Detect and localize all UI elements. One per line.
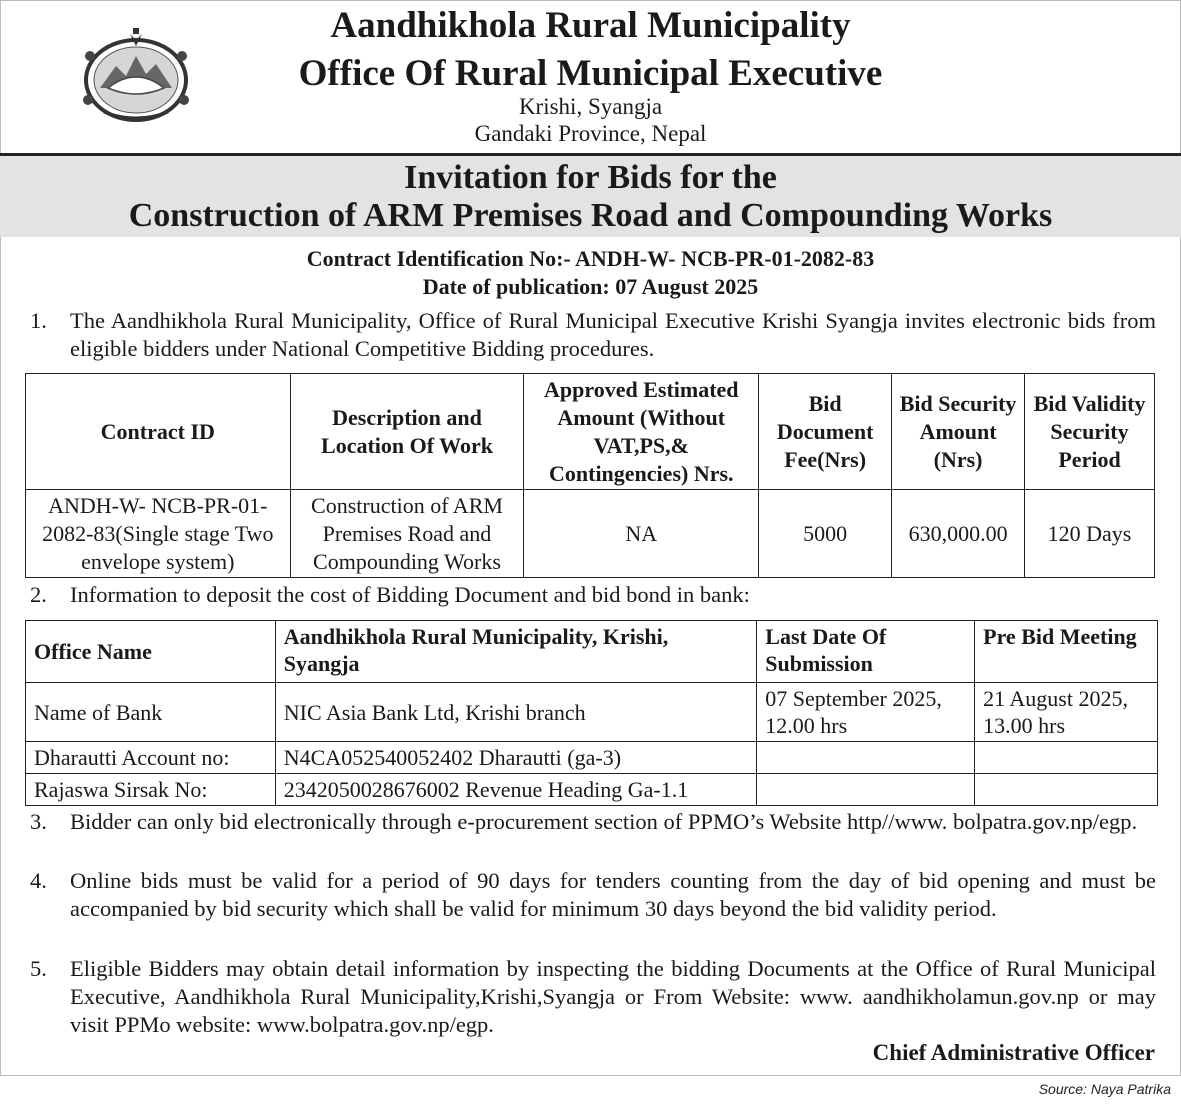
address-line-1: Krishi, Syangja — [518, 94, 663, 119]
revenue-heading-value: 2342050028676002 Revenue Heading Ga-1.1 — [275, 774, 757, 806]
table-row — [26, 742, 1158, 774]
column-header: Bid Security Amount (Nrs) — [892, 374, 1025, 490]
bid-table — [25, 373, 1155, 578]
column-header: Bid Document Fee(Nrs) — [759, 374, 892, 490]
table-header-row — [26, 374, 1155, 490]
document-fee-cell: 5000 — [759, 490, 892, 578]
bank-name-label: Name of Bank — [26, 683, 276, 742]
empty-cell — [975, 742, 1158, 774]
banner-line-2: Construction of ARM Premises Road and Compounding Works — [128, 197, 1053, 234]
clause-5 — [30, 955, 1156, 1039]
bank-name-value: NIC Asia Bank Ltd, Krishi branch — [275, 683, 757, 742]
banner-line-1: Invitation for Bids for the — [404, 159, 777, 196]
clause-number: 2. — [30, 582, 47, 607]
empty-cell — [975, 774, 1158, 806]
column-header: Description and Location Of Work — [290, 374, 524, 490]
publication-date: Date of publication: 07 August 2025 — [422, 274, 759, 299]
clause-3 — [30, 808, 1156, 836]
clause-1 — [30, 307, 1156, 363]
clause-number: 1. — [30, 308, 47, 333]
column-header: Bid Validity Security Period — [1025, 374, 1155, 490]
clause-number: 4. — [30, 868, 47, 893]
letterhead — [0, 0, 1181, 152]
table-row — [26, 774, 1158, 806]
bank-table — [25, 620, 1158, 806]
submission-date-header: Last Date Of Submission — [757, 621, 975, 683]
table-row — [26, 683, 1158, 742]
clause-text: Eligible Bidders may obtain detail information by inspecting the bidding Documents at the Office of Rural Municipal Executive, Aandhikhola Rural Municipality,Krishi,Syangja or From Website: www. aandhikholamun.gov.np or may visit PPMo website: www.bolpatra.gov.np/egp. — [70, 956, 1156, 1037]
clause-4 — [30, 867, 1156, 923]
source-credit: Source: Naya Patrika — [1038, 1081, 1171, 1097]
clause-number: 5. — [30, 956, 47, 981]
account-value: N4CA052540052402 Dharautti (ga-3) — [275, 742, 757, 774]
office-name-label: Office Name — [26, 621, 276, 683]
validity-period-cell: 120 Days — [1025, 490, 1155, 578]
contract-identification: Contract Identification No:- ANDH-W- NCB-PR-01-2082-83 — [306, 246, 875, 271]
work-description-cell: Construction of ARM Premises Road and Compounding Works — [290, 490, 524, 578]
office-name-value: Aandhikhola Rural Municipality, Krishi, Syangja — [275, 621, 757, 683]
clause-2 — [30, 581, 1156, 609]
empty-cell — [757, 742, 975, 774]
table-header-row — [26, 621, 1158, 683]
address-line-2: Gandaki Province, Nepal — [474, 121, 707, 146]
submission-date-value: 07 September 2025, 12.00 hrs — [757, 683, 975, 742]
notice-banner — [0, 153, 1181, 237]
clause-text: Bidder can only bid electronically through e-procurement section of PPMO’s Website http//www. bolpatra.gov.np/egp. — [70, 809, 1138, 834]
pre-bid-meeting-header: Pre Bid Meeting — [975, 621, 1158, 683]
revenue-heading-label: Rajaswa Sirsak No: — [26, 774, 276, 806]
office-title: Office Of Rural Municipal Executive — [298, 53, 883, 94]
clause-number: 3. — [30, 809, 47, 834]
security-amount-cell: 630,000.00 — [892, 490, 1025, 578]
column-header: Contract ID — [26, 374, 291, 490]
clause-text: Online bids must be valid for a period of 90 days for tenders counting from the day of bid opening and must be accompanied by bid security which shall be valid for minimum 30 days beyond the bid validity period. — [70, 868, 1156, 921]
account-label: Dharautti Account no: — [26, 742, 276, 774]
estimated-amount-cell: NA — [524, 490, 759, 578]
column-header: Approved Estimated Amount (Without VAT,PS,& Contingencies) Nrs. — [524, 374, 759, 490]
empty-cell — [757, 774, 975, 806]
contract-id-cell: ANDH-W- NCB-PR-01-2082-83(Single stage Two envelope system) — [26, 490, 291, 578]
signatory: Chief Administrative Officer — [872, 1040, 1155, 1065]
pre-bid-meeting-value: 21 August 2025, 13.00 hrs — [975, 683, 1158, 742]
table-row — [26, 490, 1155, 578]
clause-text: The Aandhikhola Rural Municipality, Office of Rural Municipal Executive Krishi Syangja invites electronic bids from eligible bidders under National Competitive Bidding procedures. — [70, 308, 1156, 361]
clause-text: Information to deposit the cost of Bidding Document and bid bond in bank: — [70, 582, 750, 607]
municipality-title: Aandhikhola Rural Municipality — [330, 5, 851, 46]
